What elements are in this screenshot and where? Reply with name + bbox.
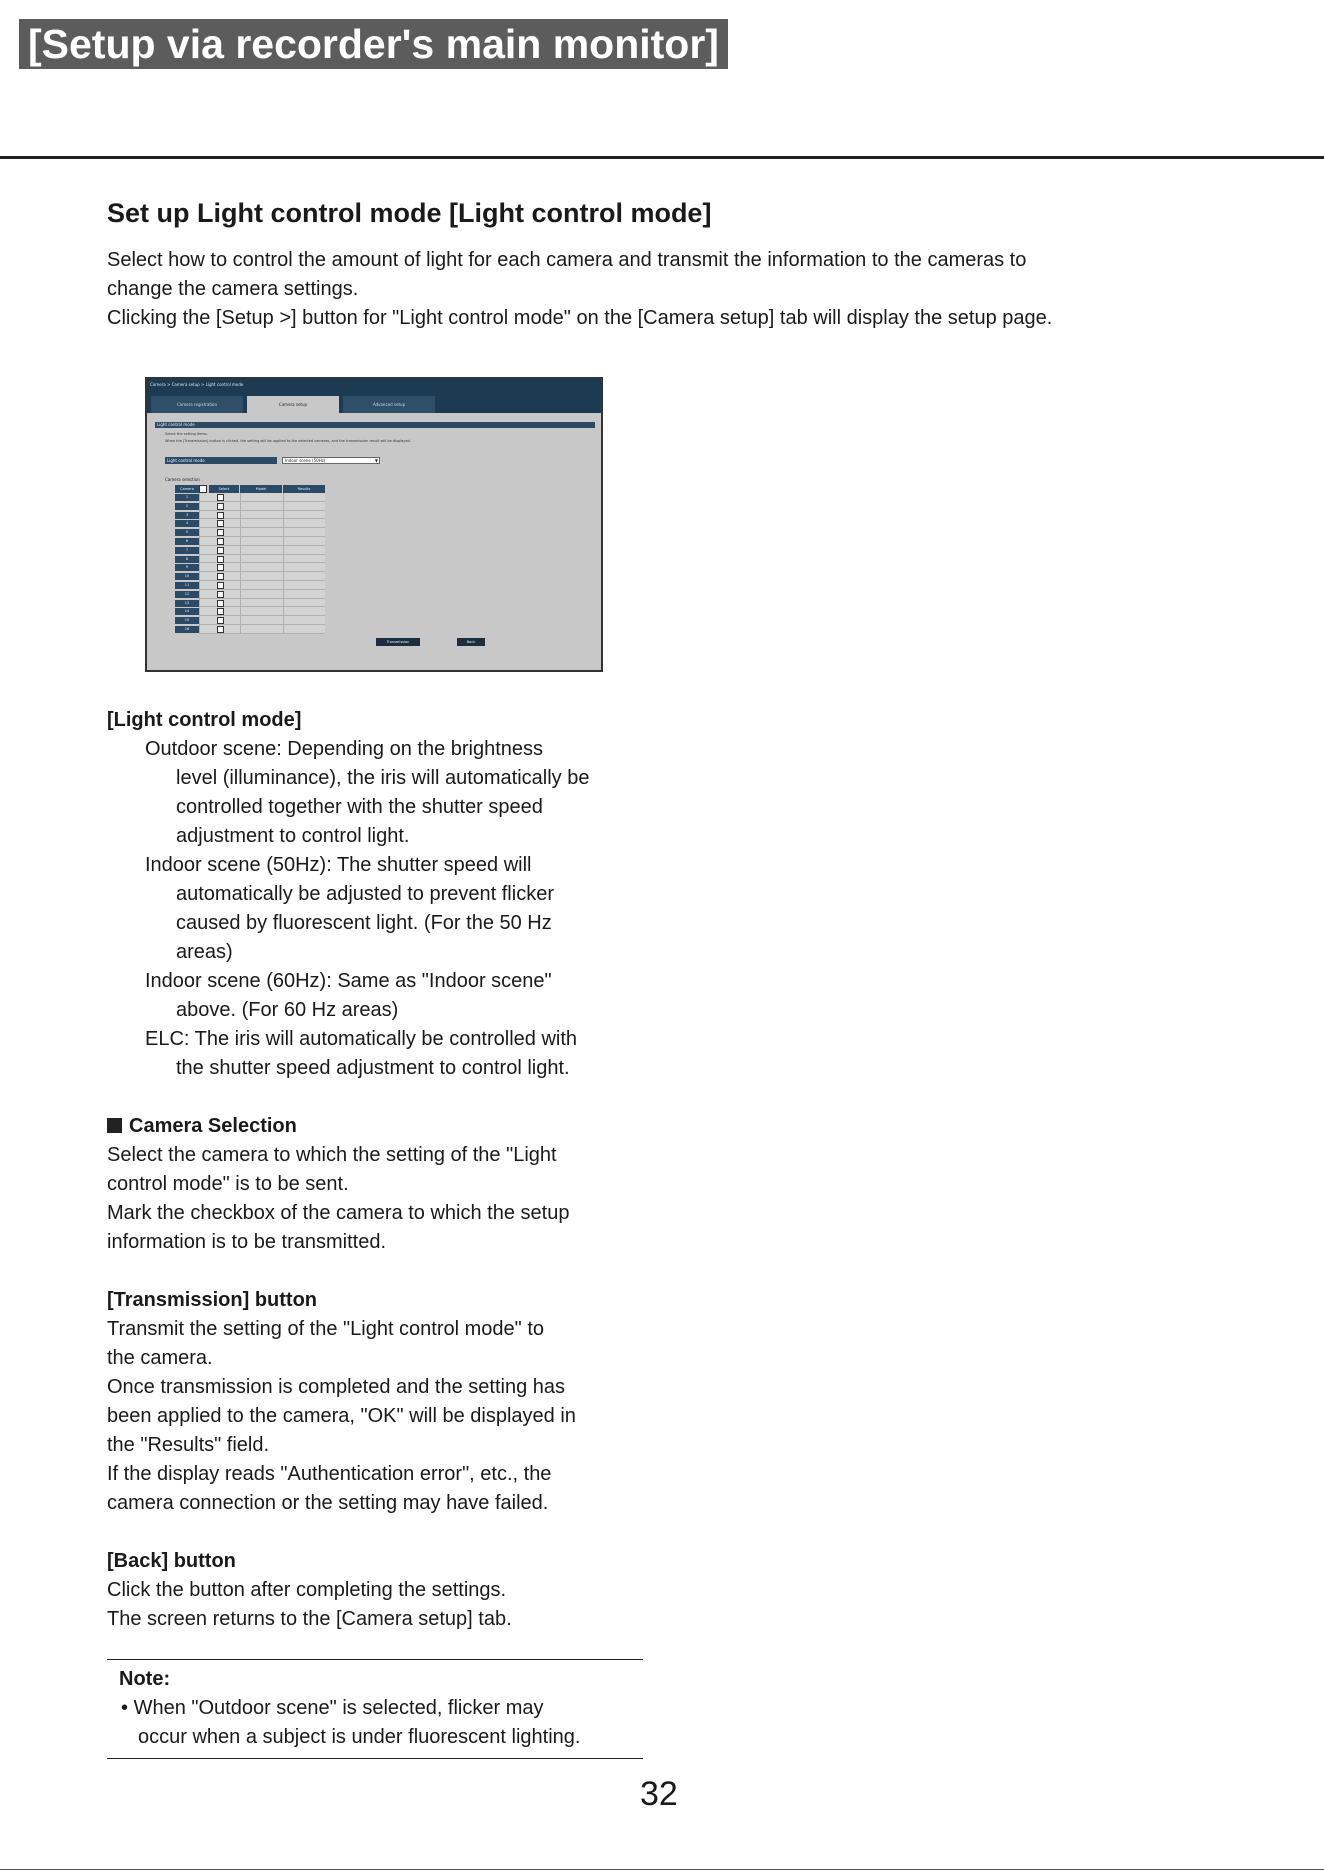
entry-line: automatically be adjusted to prevent flicker (176, 883, 554, 905)
screenshot-table-cell (283, 590, 325, 599)
select-all-checkbox (199, 485, 207, 493)
screenshot-mode-select (282, 457, 380, 464)
back-line: Click the button after completing the settings. (107, 1579, 507, 1601)
camera-select-checkbox (217, 556, 224, 563)
screenshot-table-row (175, 581, 355, 590)
screenshot-table-row (175, 616, 355, 625)
screenshot-table-row (175, 555, 355, 564)
screenshot-table-cell (240, 493, 283, 502)
screenshot-table-cell (283, 537, 325, 546)
screenshot-table-cell (240, 537, 283, 546)
camera-select-checkbox (217, 564, 224, 571)
note-heading: Note: (119, 1668, 171, 1690)
transmission-line: If the display reads "Authentication error", etc., the (107, 1463, 552, 1485)
screenshot-table-row (175, 625, 355, 634)
screenshot-back-button: Back (457, 638, 485, 646)
screenshot-table-row (175, 546, 355, 555)
camera-select-checkbox (217, 529, 224, 536)
screenshot-camera-number: 12 (175, 591, 199, 598)
screenshot-camera-number: 13 (175, 600, 199, 607)
camera-select-checkbox (217, 494, 224, 501)
entry-indoor-50hz (145, 851, 667, 967)
camera-selection-line: Mark the checkbox of the camera to which the setup (107, 1202, 570, 1224)
screenshot-tab-camera-registration: Camera registration (151, 396, 243, 413)
screenshot-table-cell (283, 555, 325, 564)
screenshot-tab-advanced-setup: Advanced setup (343, 396, 435, 413)
entry-line: Indoor scene (50Hz): The shutter speed will (145, 854, 532, 876)
screenshot-table-cell (283, 616, 325, 625)
back-line: The screen returns to the [Camera setup] tab. (107, 1608, 512, 1630)
screenshot-camera-number: 16 (175, 626, 199, 633)
screenshot-table-cell (283, 493, 325, 502)
screenshot-field-label: Light control mode (165, 457, 277, 464)
entry-line: controlled together with the shutter speed (176, 796, 543, 818)
screenshot-table-cell (240, 563, 283, 572)
camera-select-checkbox (217, 520, 224, 527)
screenshot-table-row (175, 590, 355, 599)
screenshot-camera-table (175, 485, 355, 634)
screenshot-table-row (175, 563, 355, 572)
screenshot-hint: When the [Transmission] button is clicked, the setting will be applied to the selected cameras, and the transmission result will be displayed. (165, 439, 411, 443)
transmission-line: camera connection or the setting may have failed. (107, 1492, 549, 1514)
camera-selection-line: information is to be transmitted. (107, 1231, 387, 1253)
note-line: occur when a subject is under fluorescent lighting. (138, 1726, 581, 1748)
screenshot-table-cell (283, 599, 325, 608)
screenshot-camera-number: 7 (175, 547, 199, 554)
spacer (107, 1518, 667, 1547)
screenshot-camera-number: 6 (175, 538, 199, 545)
screenshot-table-cell (283, 519, 325, 528)
intro-text (107, 246, 1227, 333)
screenshot-th-results: Results (283, 485, 325, 493)
transmission-line: been applied to the camera, "OK" will be displayed in (107, 1405, 576, 1427)
screenshot-table-cell (240, 528, 283, 537)
screenshot-th-model: Model (240, 485, 282, 493)
transmission-line: Once transmission is completed and the setting has (107, 1376, 566, 1398)
spacer (107, 1257, 667, 1286)
footer-divider (0, 1869, 1324, 1870)
description-block (107, 706, 667, 1634)
screenshot-table-cell (283, 572, 325, 581)
camera-select-checkbox (217, 538, 224, 545)
entry-line: Outdoor scene: Depending on the brightness (145, 738, 544, 760)
transmission-line: the camera. (107, 1347, 213, 1369)
transmission-heading: [Transmission] button (107, 1289, 317, 1311)
screenshot-camera-number: 14 (175, 608, 199, 615)
screenshot-table-row (175, 537, 355, 546)
screenshot-table-row (175, 572, 355, 581)
camera-select-checkbox (217, 503, 224, 510)
screenshot-breadcrumb: Camera > Camera setup > Light control mode (150, 382, 244, 387)
screenshot-topbar (147, 379, 601, 413)
camera-select-checkbox (217, 617, 224, 624)
bullet-icon: • (121, 1697, 129, 1719)
screenshot-camera-number: 4 (175, 520, 199, 527)
screenshot-table-cell (283, 607, 325, 616)
setup-screenshot (145, 377, 603, 672)
camera-select-checkbox (217, 608, 224, 615)
screenshot-table-cell (283, 528, 325, 537)
screenshot-table-cell (240, 625, 283, 634)
note-box (107, 1659, 643, 1759)
section-title: Set up Light control mode [Light control mode] (107, 198, 712, 228)
screenshot-table-cell (240, 511, 283, 520)
screenshot-table-row (175, 493, 355, 502)
back-heading: [Back] button (107, 1550, 236, 1572)
header-divider (0, 156, 1324, 159)
entry-line: ELC: The iris will automatically be controlled with (145, 1028, 578, 1050)
screenshot-camera-number: 11 (175, 582, 199, 589)
camera-select-checkbox (217, 573, 224, 580)
screenshot-camera-number: 9 (175, 564, 199, 571)
screenshot-table-cell (283, 581, 325, 590)
screenshot-th-select: Select (209, 485, 239, 493)
screenshot-table-cell (283, 511, 325, 520)
screenshot-th-camera: Camera (175, 485, 199, 493)
screenshot-camera-number: 15 (175, 617, 199, 624)
screenshot-table-header (175, 485, 355, 493)
screenshot-table-cell (240, 590, 283, 599)
entry-line: above. (For 60 Hz areas) (176, 999, 399, 1021)
screenshot-table-cell (240, 555, 283, 564)
entry-line: areas) (176, 941, 233, 963)
transmission-line: Transmit the setting of the "Light control mode" to (107, 1318, 545, 1340)
screenshot-table-cell (240, 607, 283, 616)
screenshot-tab-camera-setup: Camera setup (247, 396, 339, 413)
screenshot-camera-number: 1 (175, 494, 199, 501)
main-content (107, 198, 1227, 333)
screenshot-table-row (175, 607, 355, 616)
screenshot-table-cell (240, 581, 283, 590)
screenshot-table-cell (240, 502, 283, 511)
screenshot-table-row (175, 502, 355, 511)
screenshot-table-cell (240, 519, 283, 528)
screenshot-table-cell (283, 502, 325, 511)
light-control-heading: [Light control mode] (107, 709, 302, 731)
note-item (121, 1694, 643, 1752)
entry-line: Indoor scene (60Hz): Same as "Indoor scene" (145, 970, 552, 992)
screenshot-section-label: Light control mode (155, 422, 595, 428)
camera-select-checkbox (217, 547, 224, 554)
screenshot-transmission-button: Transmission (376, 638, 420, 646)
camera-select-checkbox (217, 591, 224, 598)
screenshot-camera-number: 10 (175, 573, 199, 580)
intro-line: Select how to control the amount of light for each camera and transmit the information to the cameras to (107, 249, 1027, 271)
screenshot-camera-number: 5 (175, 529, 199, 536)
page-header: [Setup via recorder's main monitor] (19, 19, 728, 69)
camera-selection-line: Select the camera to which the setting of the "Light (107, 1144, 557, 1166)
camera-select-checkbox (217, 626, 224, 633)
square-bullet-icon (107, 1118, 122, 1133)
spacer (107, 1083, 667, 1112)
screenshot-table-cell (240, 599, 283, 608)
camera-selection-line: control mode" is to be sent. (107, 1173, 349, 1195)
entry-elc (145, 1025, 667, 1083)
screenshot-table-cell (283, 563, 325, 572)
camera-selection-heading-text: Camera Selection (129, 1115, 297, 1137)
entry-line: caused by fluorescent light. (For the 50 Hz (176, 912, 552, 934)
screenshot-table-cell (283, 546, 325, 555)
screenshot-table-row (175, 599, 355, 608)
screenshot-table-cell (240, 616, 283, 625)
page-number: 32 (640, 1775, 678, 1813)
dropdown-arrow-icon: ▼ (374, 458, 378, 463)
entry-line: level (illuminance), the iris will automatically be (176, 767, 590, 789)
entry-outdoor-scene (145, 735, 667, 851)
screenshot-select-value: Indoor scene (50Hz) (285, 458, 326, 463)
screenshot-camera-number: 8 (175, 556, 199, 563)
camera-select-checkbox (217, 582, 224, 589)
camera-select-checkbox (217, 600, 224, 607)
screenshot-table-row (175, 511, 355, 520)
camera-select-checkbox (217, 512, 224, 519)
screenshot-table-cell (240, 546, 283, 555)
screenshot-table-cell (283, 625, 325, 634)
entry-line: the shutter speed adjustment to control light. (176, 1057, 570, 1079)
screenshot-camera-selection-label: Camera selection (165, 477, 200, 482)
camera-selection-heading (107, 1112, 667, 1141)
screenshot-table-cell (240, 572, 283, 581)
screenshot-camera-number: 2 (175, 503, 199, 510)
screenshot-table-row (175, 519, 355, 528)
entry-line: adjustment to control light. (176, 825, 410, 847)
screenshot-camera-number: 3 (175, 512, 199, 519)
intro-line: Clicking the [Setup >] button for "Light control mode" on the [Camera setup] tab will display the setup page. (107, 307, 1053, 329)
transmission-line: the "Results" field. (107, 1434, 270, 1456)
screenshot-hint: Select the setting items. (165, 432, 208, 436)
screenshot-table-row (175, 528, 355, 537)
intro-line: change the camera settings. (107, 278, 359, 300)
entry-indoor-60hz (145, 967, 667, 1025)
note-line: When "Outdoor scene" is selected, flicker may (133, 1697, 544, 1719)
